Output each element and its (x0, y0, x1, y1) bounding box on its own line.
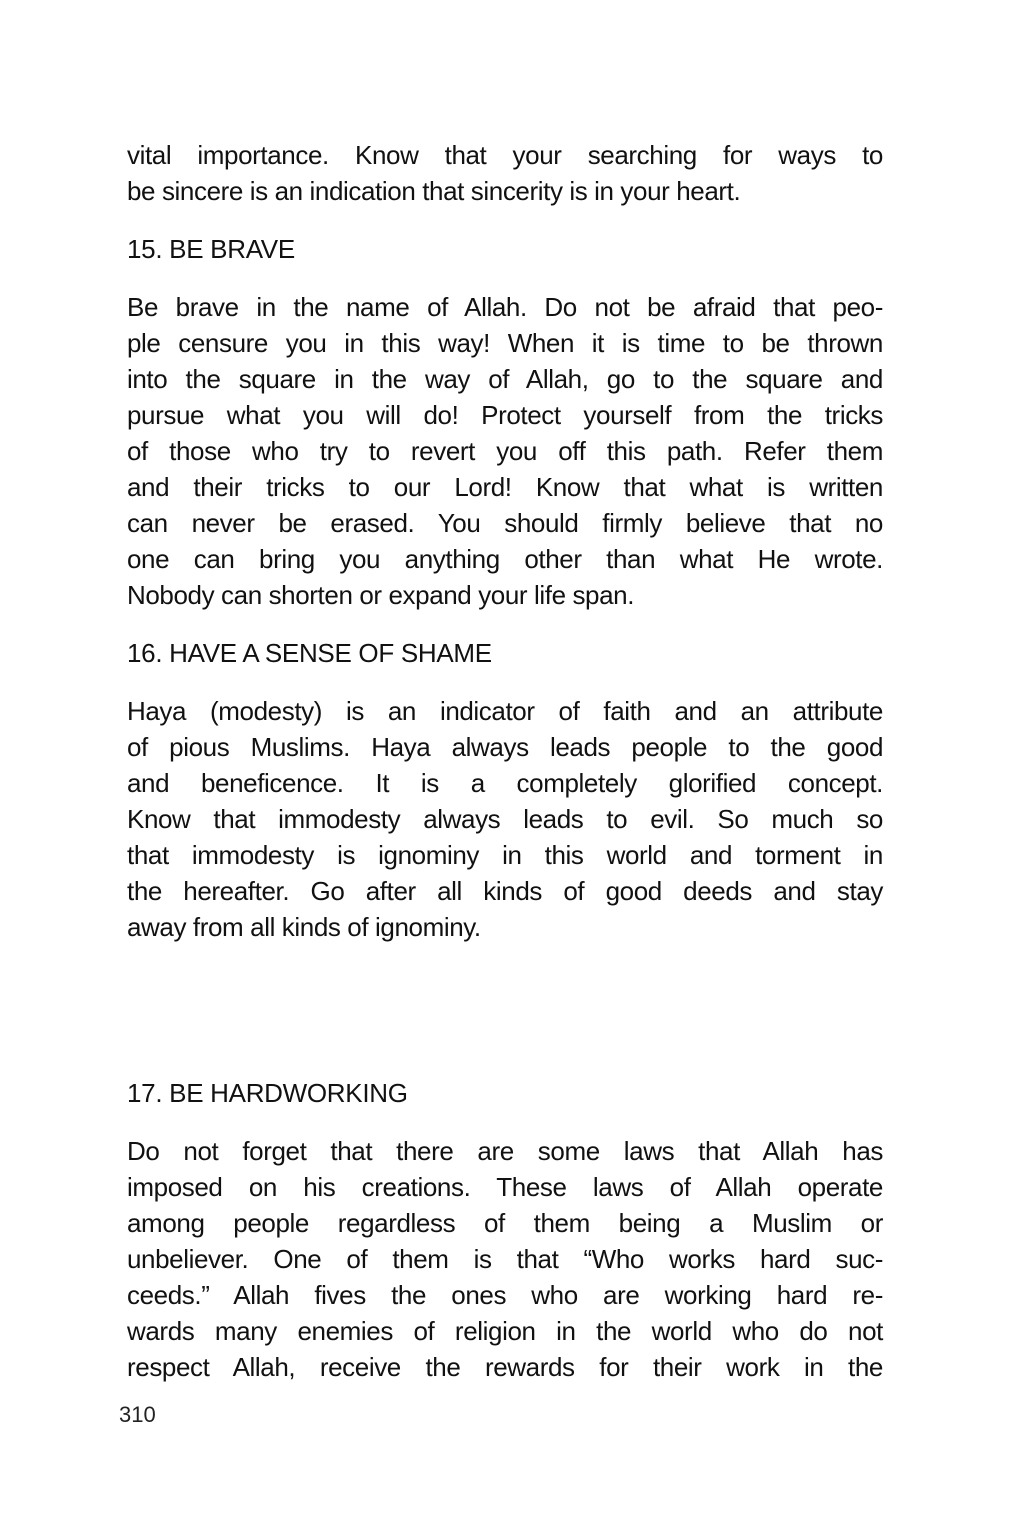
text-line: ceeds.” Allah fives the ones who are working hard re- (127, 1280, 883, 1310)
section-heading-17: 17. BE HARDWORKING (127, 1078, 408, 1108)
text-line: that immodesty is ignominy in this world and torment in (127, 840, 883, 870)
text-line: one can bring you anything other than what He wrote. (127, 544, 883, 574)
text-line: and beneficence. It is a completely glorified concept. (127, 768, 883, 798)
text-line: the hereafter. Go after all kinds of good deeds and stay (127, 876, 883, 906)
section-heading-16: 16. HAVE A SENSE OF SHAME (127, 638, 492, 668)
text-line: imposed on his creations. These laws of Allah operate (127, 1172, 883, 1202)
intro-paragraph (127, 137, 883, 209)
text-line: into the square in the way of Allah, go to the square and (127, 364, 883, 394)
text-line: away from all kinds of ignominy. (127, 912, 481, 942)
text-line: unbeliever. One of them is that “Who works hard suc- (127, 1244, 883, 1274)
text-line: Be brave in the name of Allah. Do not be afraid that peo- (127, 292, 883, 322)
text-line: pursue what you will do! Protect yourself from the tricks (127, 400, 883, 430)
text-line: and their tricks to our Lord! Know that what is written (127, 472, 883, 502)
section-15-paragraph (127, 289, 883, 613)
text-line: of those who try to revert you off this path. Refer them (127, 436, 883, 466)
text-line: ple censure you in this way! When it is time to be thrown (127, 328, 883, 358)
text-line: Know that immodesty always leads to evil. So much so (127, 804, 883, 834)
text-line: among people regardless of them being a Muslim or (127, 1208, 883, 1238)
text-line: of pious Muslims. Haya always leads people to the good (127, 732, 883, 762)
text-line: be sincere is an indication that sincerity is in your heart. (127, 176, 741, 206)
page-number: 310 (119, 1402, 156, 1427)
text-line: Do not forget that there are some laws that Allah has (127, 1136, 883, 1166)
section-17-paragraph (127, 1133, 883, 1385)
book-page (127, 137, 883, 1385)
text-line: Nobody can shorten or expand your life span. (127, 580, 635, 610)
text-line: Haya (modesty) is an indicator of faith and an attribute (127, 696, 883, 726)
text-line: respect Allah, receive the rewards for their work in the (127, 1352, 883, 1382)
section-heading-15: 15. BE BRAVE (127, 234, 295, 264)
text-line: wards many enemies of religion in the world who do not (127, 1316, 883, 1346)
text-line: can never be erased. You should firmly believe that no (127, 508, 883, 538)
section-16-paragraph (127, 693, 883, 945)
text-line: vital importance. Know that your searching for ways to (127, 140, 883, 170)
